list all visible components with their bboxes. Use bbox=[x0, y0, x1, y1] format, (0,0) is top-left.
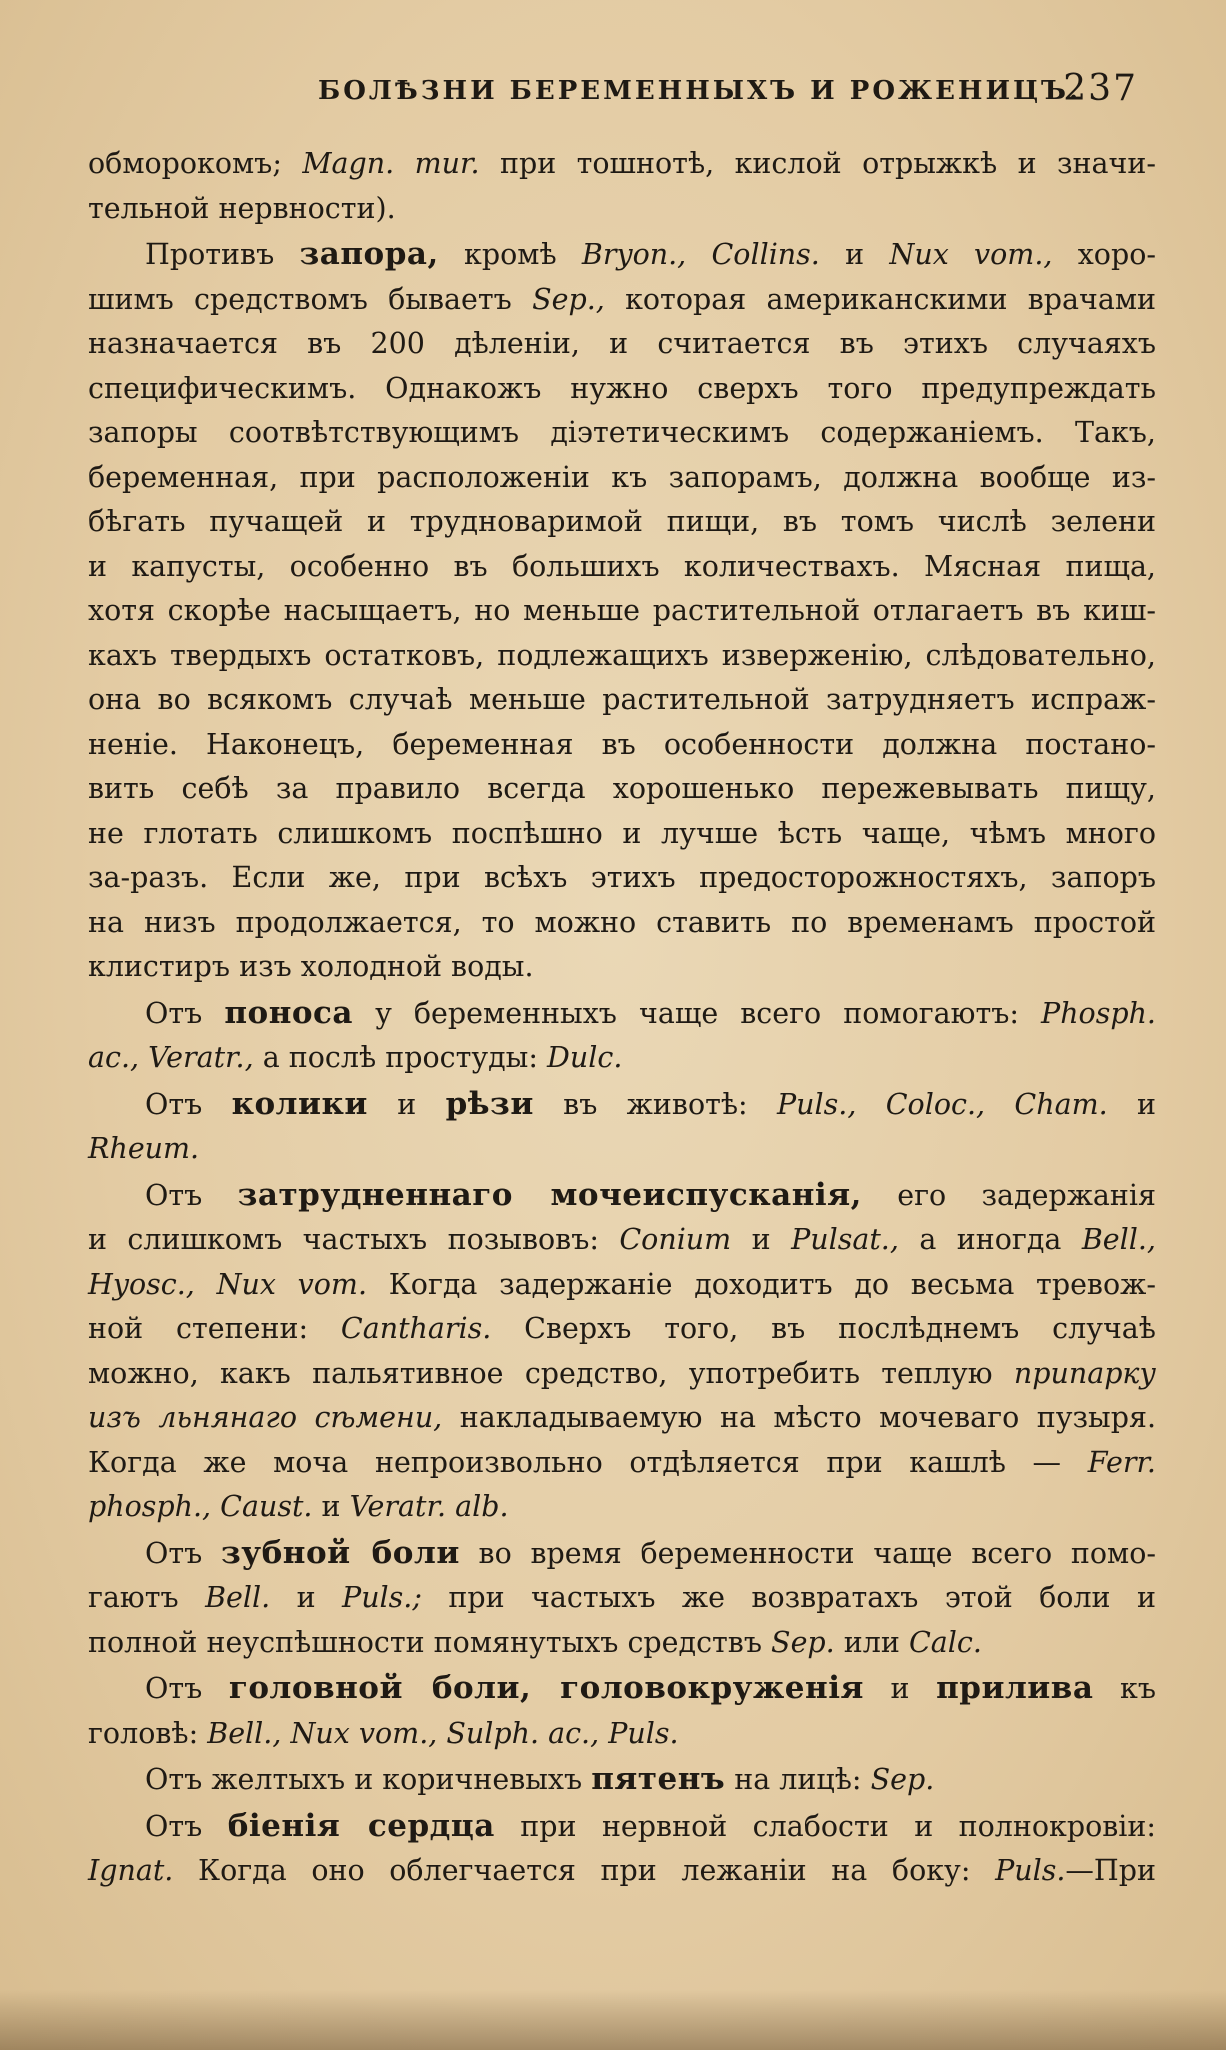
text-run: шимъ средствомъ бываетъ bbox=[88, 282, 533, 316]
text-run: Отъ bbox=[145, 996, 225, 1030]
remedy-name: изъ льнянаго сѣмени, bbox=[88, 1401, 443, 1434]
text-run bbox=[211, 1490, 220, 1523]
text-run: Когда оно облегчается при лежаніи на боку: bbox=[173, 1854, 996, 1887]
text-run: а послѣ простуды: bbox=[253, 1041, 548, 1074]
text-run: и капусты, особенно въ большихъ количествахъ. Мясная пища, bbox=[88, 549, 1156, 583]
paragraph bbox=[88, 1173, 1156, 1530]
text-line bbox=[88, 187, 1156, 232]
paragraph bbox=[88, 1757, 1156, 1803]
text-line bbox=[88, 1396, 1156, 1441]
text-line bbox=[88, 1263, 1156, 1308]
remedy-name: Puls. bbox=[995, 1854, 1066, 1887]
text-run: назначается въ 200 дѣленіи, и считается въ этихъ случаяхъ bbox=[88, 327, 1156, 360]
text-run: и bbox=[367, 1087, 446, 1121]
text-run: клистиръ изъ холодной воды. bbox=[88, 950, 534, 983]
text-run: и bbox=[731, 1223, 792, 1256]
text-line bbox=[88, 232, 1156, 278]
text-run: и слишкомъ частыхъ позывовъ: bbox=[88, 1223, 620, 1256]
text-line bbox=[88, 1666, 1156, 1712]
remedy-name: Bell., bbox=[207, 1716, 282, 1750]
remedy-name: Caust. bbox=[220, 1490, 313, 1523]
text-line bbox=[88, 1127, 1156, 1172]
text-line bbox=[88, 500, 1156, 545]
remedy-name: Nux vom. bbox=[216, 1267, 367, 1301]
text-run: или bbox=[834, 1625, 909, 1659]
text-run: при тошнотѣ, кислой отрыжкѣ и значи- bbox=[479, 147, 1156, 180]
text-run: и bbox=[1107, 1087, 1157, 1121]
text-run: его задержанія bbox=[861, 1178, 1156, 1212]
page-edge-shadow bbox=[0, 1990, 1226, 2050]
text-run: хотя скорѣе насыщаетъ, но меньше растительной отлагаетъ въ киш- bbox=[88, 594, 1156, 627]
text-run: Противъ bbox=[145, 238, 300, 271]
emphasized-term: рѣзи bbox=[445, 1085, 534, 1122]
remedy-name: Cham. bbox=[1014, 1087, 1108, 1121]
text-run: къ bbox=[1093, 1672, 1156, 1705]
remedy-name: Puls., bbox=[777, 1087, 857, 1121]
text-run: Сверхъ того, въ послѣднемъ случаѣ bbox=[491, 1312, 1156, 1345]
text-line bbox=[88, 1218, 1156, 1263]
text-run bbox=[985, 1088, 1014, 1121]
text-line bbox=[88, 678, 1156, 723]
text-line bbox=[88, 1757, 1156, 1803]
text-line bbox=[88, 411, 1156, 456]
emphasized-term: пятенъ bbox=[591, 1761, 726, 1797]
text-run: кахъ твердыхъ остатковъ, подлежащихъ изверженію, слѣдовательно, bbox=[88, 638, 1156, 672]
text-run: въ животѣ: bbox=[533, 1087, 777, 1121]
text-run: Когда задержаніе доходитъ до весьма тревож- bbox=[367, 1267, 1156, 1301]
page-number: 237 bbox=[1063, 68, 1138, 109]
text-run: у беременныхъ чаще всего помогаютъ: bbox=[353, 996, 1042, 1030]
text-run: и bbox=[270, 1581, 343, 1614]
paragraph bbox=[88, 1804, 1156, 1894]
emphasized-term: біенія сердца bbox=[227, 1807, 495, 1844]
text-run: Отъ желтыхъ и коричневыхъ bbox=[145, 1763, 592, 1796]
remedy-name: Veratr. alb. bbox=[349, 1490, 509, 1523]
paragraph bbox=[88, 1082, 1156, 1172]
text-line bbox=[88, 545, 1156, 590]
text-line bbox=[88, 812, 1156, 857]
text-run: можно, какъ пальятивное средство, употребить теплую bbox=[88, 1356, 1014, 1390]
text-run: не глотать слишкомъ поспѣшно и лучше ѣсть чаще, чѣмъ много bbox=[88, 816, 1156, 850]
text-line bbox=[88, 945, 1156, 990]
text-run: неніе. Наконецъ, беременная въ особенности должна постано- bbox=[88, 727, 1156, 761]
text-run: Когда же моча непроизвольно отдѣляется при кашлѣ — bbox=[88, 1445, 1088, 1479]
text-run: Отъ bbox=[145, 1087, 232, 1121]
text-run: Отъ bbox=[145, 1672, 229, 1705]
text-line bbox=[88, 1307, 1156, 1352]
text-run: Отъ bbox=[145, 1178, 238, 1212]
text-line bbox=[88, 1441, 1156, 1486]
text-run bbox=[856, 1088, 885, 1121]
remedy-name: Hyosc., bbox=[88, 1267, 195, 1301]
text-run: специфическимъ. Однакожъ нужно сверхъ того предупреждать bbox=[88, 371, 1156, 405]
paragraph bbox=[88, 232, 1156, 990]
remedy-name: Sep., bbox=[532, 282, 605, 316]
text-line bbox=[88, 1173, 1156, 1219]
remedy-name: Nux vom., bbox=[889, 238, 1053, 271]
remedy-name: Ignat. bbox=[88, 1854, 174, 1887]
remedy-name: phosph., bbox=[88, 1490, 212, 1523]
remedy-name: Collins. bbox=[711, 238, 820, 271]
remedy-name: Ferr. bbox=[1087, 1445, 1156, 1479]
text-line bbox=[88, 1352, 1156, 1397]
text-run: при частыхъ же возвратахъ этой боли и bbox=[421, 1581, 1156, 1614]
text-run: гаютъ bbox=[88, 1581, 206, 1614]
paragraph bbox=[88, 1666, 1156, 1756]
text-run: Отъ bbox=[145, 1809, 228, 1843]
emphasized-term: зубной боли bbox=[221, 1534, 460, 1571]
text-line bbox=[88, 1531, 1156, 1577]
text-run bbox=[599, 1717, 608, 1750]
text-run: полной неуспѣшности помянутыхъ средствъ bbox=[88, 1625, 772, 1659]
text-line bbox=[88, 1849, 1156, 1894]
text-line bbox=[88, 991, 1156, 1037]
text-run: при нервной слабости и полнокровіи: bbox=[494, 1809, 1157, 1843]
text-line bbox=[88, 1712, 1156, 1757]
text-line bbox=[88, 1804, 1156, 1850]
text-line bbox=[88, 856, 1156, 901]
text-run: кромѣ bbox=[438, 238, 582, 271]
text-line bbox=[88, 1576, 1156, 1621]
text-run: и bbox=[863, 1672, 937, 1705]
remedy-name: Magn. mur. bbox=[302, 147, 480, 180]
text-run: за-разъ. Если же, при всѣхъ этихъ предосторожностяхъ, запоръ bbox=[88, 861, 1156, 894]
text-run: хоро- bbox=[1052, 238, 1156, 271]
remedy-name: Sep. bbox=[870, 1763, 935, 1796]
text-run: накладываемую на мѣсто мочеваго пузыря. bbox=[442, 1401, 1156, 1434]
text-run: она во всякомъ случаѣ меньше растительной затрудняетъ испраж- bbox=[88, 683, 1156, 716]
text-run: на низъ продолжается, то можно ставить по временамъ простой bbox=[88, 905, 1156, 939]
text-run: беременная, при расположеніи къ запорамъ, должна вообще из- bbox=[88, 460, 1156, 494]
paragraph bbox=[88, 991, 1156, 1081]
remedy-name: припарку bbox=[1013, 1356, 1156, 1390]
remedy-name: Nux vom., bbox=[290, 1716, 438, 1750]
emphasized-term: колики bbox=[231, 1085, 368, 1122]
remedy-name: Rheum. bbox=[88, 1132, 200, 1165]
remedy-name: Sep. bbox=[771, 1625, 835, 1659]
text-line bbox=[88, 901, 1156, 946]
running-head bbox=[88, 68, 1158, 118]
remedy-name: Dulc. bbox=[547, 1041, 623, 1074]
text-run: а иногда bbox=[898, 1223, 1082, 1256]
text-line bbox=[88, 142, 1156, 187]
text-run: обморокомъ; bbox=[88, 147, 303, 180]
text-line bbox=[88, 1485, 1156, 1530]
remedy-name: Veratr., bbox=[148, 1041, 254, 1074]
text-line bbox=[88, 767, 1156, 812]
remedy-name: Sulph. ac., bbox=[446, 1716, 600, 1750]
text-run bbox=[139, 1041, 148, 1074]
text-run: которая американскими врачами bbox=[604, 282, 1156, 316]
text-run: бѣгать пучащей и трудноваримой пищи, въ томъ числѣ зелени bbox=[88, 505, 1156, 538]
emphasized-term: затрудненнаго мочеиспусканія, bbox=[237, 1176, 862, 1213]
text-run: и bbox=[819, 238, 890, 271]
paragraph bbox=[88, 142, 1156, 231]
remedy-name: Bell. bbox=[205, 1581, 271, 1614]
text-run: и bbox=[312, 1490, 350, 1523]
paragraph bbox=[88, 1531, 1156, 1666]
text-line bbox=[88, 723, 1156, 768]
remedy-name: Phosph. bbox=[1041, 996, 1156, 1030]
text-line bbox=[88, 589, 1156, 634]
emphasized-term: поноса bbox=[224, 994, 354, 1031]
text-line bbox=[88, 278, 1156, 323]
emphasized-term: запора, bbox=[299, 236, 439, 272]
text-run: Отъ bbox=[145, 1536, 221, 1570]
text-run: запоры соотвѣтствующимъ діэтетическимъ содержаніемъ. Такъ, bbox=[88, 416, 1156, 449]
body-text bbox=[88, 142, 1156, 1894]
text-line bbox=[88, 1082, 1156, 1128]
text-line bbox=[88, 367, 1156, 412]
text-run: головѣ: bbox=[88, 1716, 208, 1750]
remedy-name: ac., bbox=[88, 1041, 140, 1074]
text-run: тельной нервности). bbox=[88, 191, 396, 225]
text-line bbox=[88, 1621, 1156, 1666]
remedy-name: Bryon., bbox=[581, 238, 687, 271]
remedy-name: Coloc., bbox=[885, 1087, 986, 1121]
text-line bbox=[88, 456, 1156, 501]
remedy-name: Puls. bbox=[608, 1716, 679, 1750]
remedy-name: Bell., bbox=[1081, 1223, 1156, 1256]
text-run: —При bbox=[1065, 1854, 1156, 1887]
remedy-name: Puls.; bbox=[342, 1581, 422, 1614]
running-title: БОЛѢЗНИ БЕРЕМЕННЫХЪ И РОЖЕНИЦЪ. bbox=[318, 76, 1082, 106]
text-run bbox=[686, 238, 711, 271]
text-line bbox=[88, 1036, 1156, 1081]
text-run bbox=[195, 1268, 217, 1301]
text-run: во время беременности чаще всего помо- bbox=[459, 1536, 1156, 1570]
text-line bbox=[88, 634, 1156, 679]
remedy-name: Pulsat., bbox=[791, 1223, 899, 1256]
text-run: на лицѣ: bbox=[725, 1763, 871, 1796]
emphasized-term: головной боли, головокруженія bbox=[228, 1670, 864, 1706]
remedy-name: Conium bbox=[619, 1223, 732, 1256]
text-run: ной степени: bbox=[88, 1312, 341, 1345]
text-line bbox=[88, 322, 1156, 367]
remedy-name: Cantharis. bbox=[340, 1312, 492, 1345]
remedy-name: Calc. bbox=[908, 1625, 982, 1659]
emphasized-term: прилива bbox=[936, 1670, 1094, 1706]
text-run: вить себѣ за правило всегда хорошенько пережевывать пищу, bbox=[88, 772, 1156, 805]
